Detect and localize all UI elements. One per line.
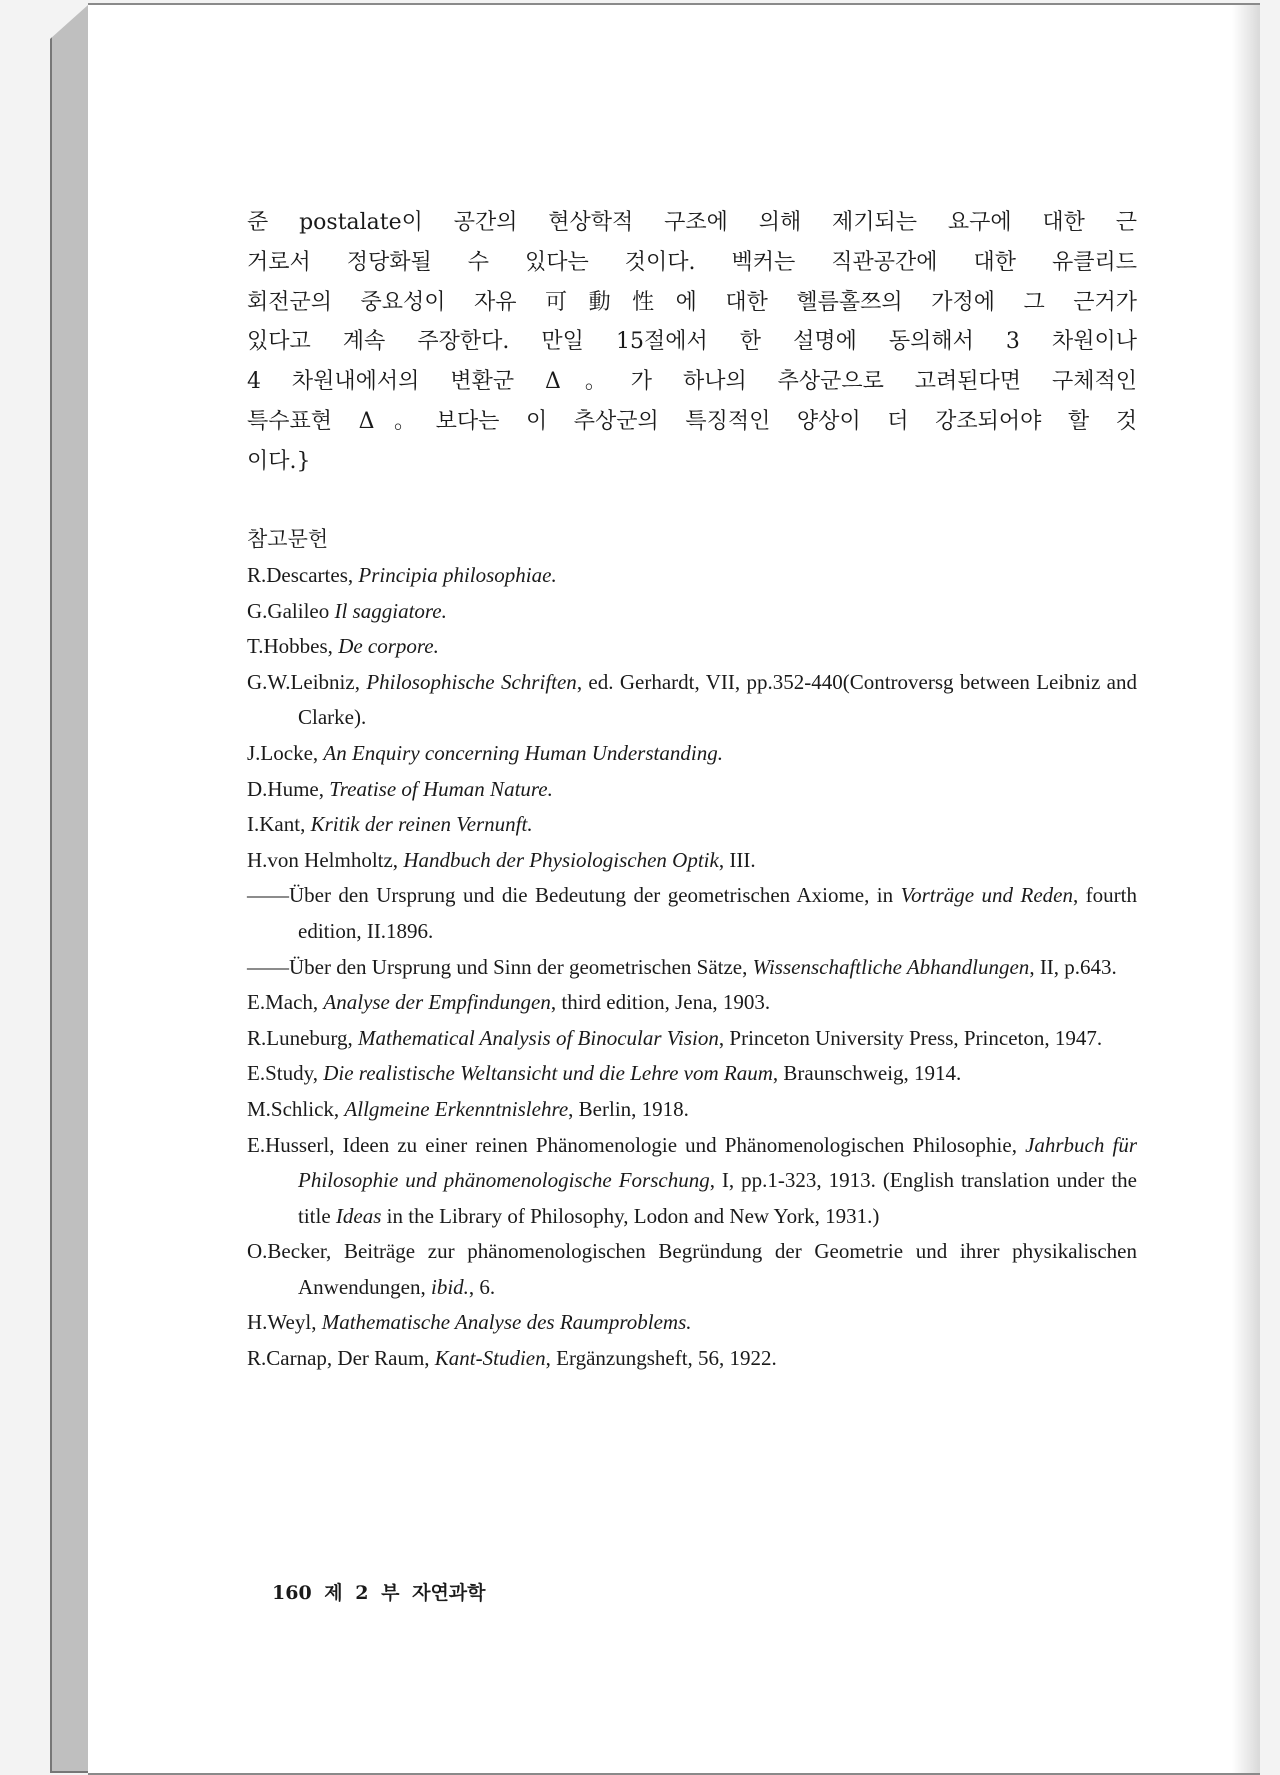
body-line: 회전군의 중요성이 자유 可動性에 대한 헬름홀쯔의 가정에 그 근거가	[247, 289, 1137, 315]
reference-entry	[247, 807, 1137, 843]
reference-text: R.Carnap, Der Raum,	[247, 1346, 435, 1371]
reference-entry	[247, 1234, 1137, 1305]
reference-text: , ed. Gerhardt, VII, pp.352-440(Controversg between Leibniz and Clarke).	[298, 669, 1138, 730]
reference-text: , I, pp.1-323, 1913. (English translation under the title	[298, 1168, 1137, 1228]
reference-entry	[247, 558, 1137, 594]
reference-entry	[247, 1128, 1137, 1235]
reference-text: , Berlin, 1918.	[568, 1096, 689, 1121]
body-line: 있다고 계속 주장한다. 만일 15절에서 한 설명에 동의해서 3 차원이나	[247, 329, 1137, 355]
reference-entry	[247, 736, 1137, 772]
reference-text: E.Study,	[247, 1061, 324, 1086]
reference-text: R.Descartes,	[247, 563, 359, 587]
reference-title: Il saggiatore.	[334, 598, 447, 623]
reference-text: , 6.	[468, 1274, 496, 1299]
reference-entry	[247, 1341, 1137, 1377]
reference-text: ——Über den Ursprung und die Bedeutung der geometrischen Axiome, in	[247, 883, 901, 908]
reference-title: Treatise of Human Nature.	[329, 776, 553, 801]
reference-entry	[247, 1056, 1137, 1092]
reference-text: M.Schlick,	[247, 1096, 345, 1121]
reference-text: G.W.Leibniz,	[247, 669, 367, 694]
reference-title: Mathematical Analysis of Binocular Vision	[358, 1025, 719, 1050]
reference-title: Vorträge und Reden	[900, 883, 1073, 908]
reference-text: ——Über den Ursprung und Sinn der geometrischen Sätze,	[247, 954, 753, 979]
reference-text: , Princeton University Press, Princeton, 1947.	[718, 1025, 1103, 1050]
reference-text: H.von Helmholtz,	[247, 847, 404, 872]
reference-entry	[247, 772, 1137, 808]
reference-text: D.Hume,	[247, 776, 330, 801]
reference-text: H.Weyl,	[247, 1310, 322, 1335]
references-section	[247, 522, 1137, 1377]
reference-text: J.Locke,	[247, 740, 324, 765]
reference-entry	[247, 985, 1137, 1021]
reference-text: I.Kant,	[247, 812, 311, 837]
reference-entry	[247, 1305, 1137, 1341]
reference-text: T.Hobbes,	[247, 634, 339, 659]
body-line: 거로서 정당화될 수 있다는 것이다. 벡커는 직관공간에 대한 유클리드	[247, 249, 1137, 275]
book-spine	[50, 5, 90, 1773]
reference-text: E.Husserl, Ideen zu einer reinen Phänomenologie und Phänomenologischen Philosophie,	[247, 1132, 1026, 1157]
reference-title: Handbuch der Physiologischen Optik	[403, 847, 719, 872]
reference-entry	[247, 629, 1137, 665]
body-paragraph	[247, 203, 1137, 482]
page-footer	[272, 1578, 486, 1605]
reference-entry	[247, 1021, 1137, 1057]
part-label: 제 2 부	[324, 1582, 400, 1604]
reference-entry	[247, 1092, 1137, 1128]
reference-title: Wissenschaftliche Abhandlungen	[752, 954, 1030, 979]
reference-text: , third edition, Jena, 1903.	[550, 990, 771, 1015]
body-line: 이다.}	[247, 448, 311, 474]
reference-title: Kritik der reinen Vernunft.	[310, 812, 533, 837]
reference-title: Die realistische Weltansicht und die Lehre vom Raum	[323, 1061, 773, 1086]
reference-title: Ideas	[335, 1203, 382, 1228]
reference-text: , III.	[718, 847, 756, 872]
reference-title: Mathematische Analyse des Raumproblems.	[321, 1310, 692, 1335]
reference-entry	[247, 950, 1137, 986]
reference-title: De corpore.	[338, 634, 439, 659]
references-list	[247, 558, 1137, 1377]
reference-entry	[247, 665, 1137, 736]
reference-text: , Ergänzungsheft, 56, 1922.	[545, 1346, 777, 1371]
reference-entry	[247, 594, 1137, 630]
reference-title: Allgmeine Erkenntnislehre	[344, 1096, 569, 1121]
reference-title: An Enquiry concerning Human Understanding.	[323, 740, 723, 765]
body-line: 특수표현 Δ。보다는 이 추상군의 특징적인 양상이 더 강조되어야 할 것	[247, 408, 1137, 434]
reference-text: G.Galileo	[247, 598, 335, 623]
body-line: 4 차원내에서의 변환군 Δ。가 하나의 추상군으로 고려된다면 구체적인	[247, 369, 1137, 395]
reference-text: , fourth edition, II.1896.	[298, 883, 1137, 943]
reference-text: R.Luneburg,	[247, 1025, 359, 1050]
references-heading: 참고문헌	[247, 527, 329, 551]
reference-title: Jahrbuch für Philosophie und phänomenologische Forschung	[298, 1132, 1137, 1193]
reference-title: Kant-Studien	[434, 1346, 546, 1371]
reference-text: , II, p.643.	[1029, 954, 1117, 979]
reference-title: ibid.	[430, 1274, 469, 1299]
reference-entry	[247, 843, 1137, 879]
reference-text: E.Mach,	[247, 990, 324, 1015]
page-number: 160	[272, 1582, 312, 1604]
reference-text: O.Becker, Beiträge zur phänomenologischen Begründung der Geometrie und ihrer physikalischen Anwendungen,	[247, 1239, 1137, 1299]
section-label: 자연과학	[412, 1582, 486, 1604]
reference-text: in the Library of Philosophy, Lodon and New York, 1931.)	[381, 1203, 880, 1228]
reference-title: Principia philosophiae.	[358, 563, 557, 587]
reference-entry	[247, 878, 1137, 949]
reference-title: Analyse der Empfindungen	[323, 990, 551, 1015]
reference-title: Philosophische Schriften	[366, 669, 577, 694]
body-line: 준 postalate이 공간의 현상학적 구조에 의해 제기되는 요구에 대한 근	[247, 210, 1137, 235]
reference-text: , Braunschweig, 1914.	[772, 1061, 962, 1086]
